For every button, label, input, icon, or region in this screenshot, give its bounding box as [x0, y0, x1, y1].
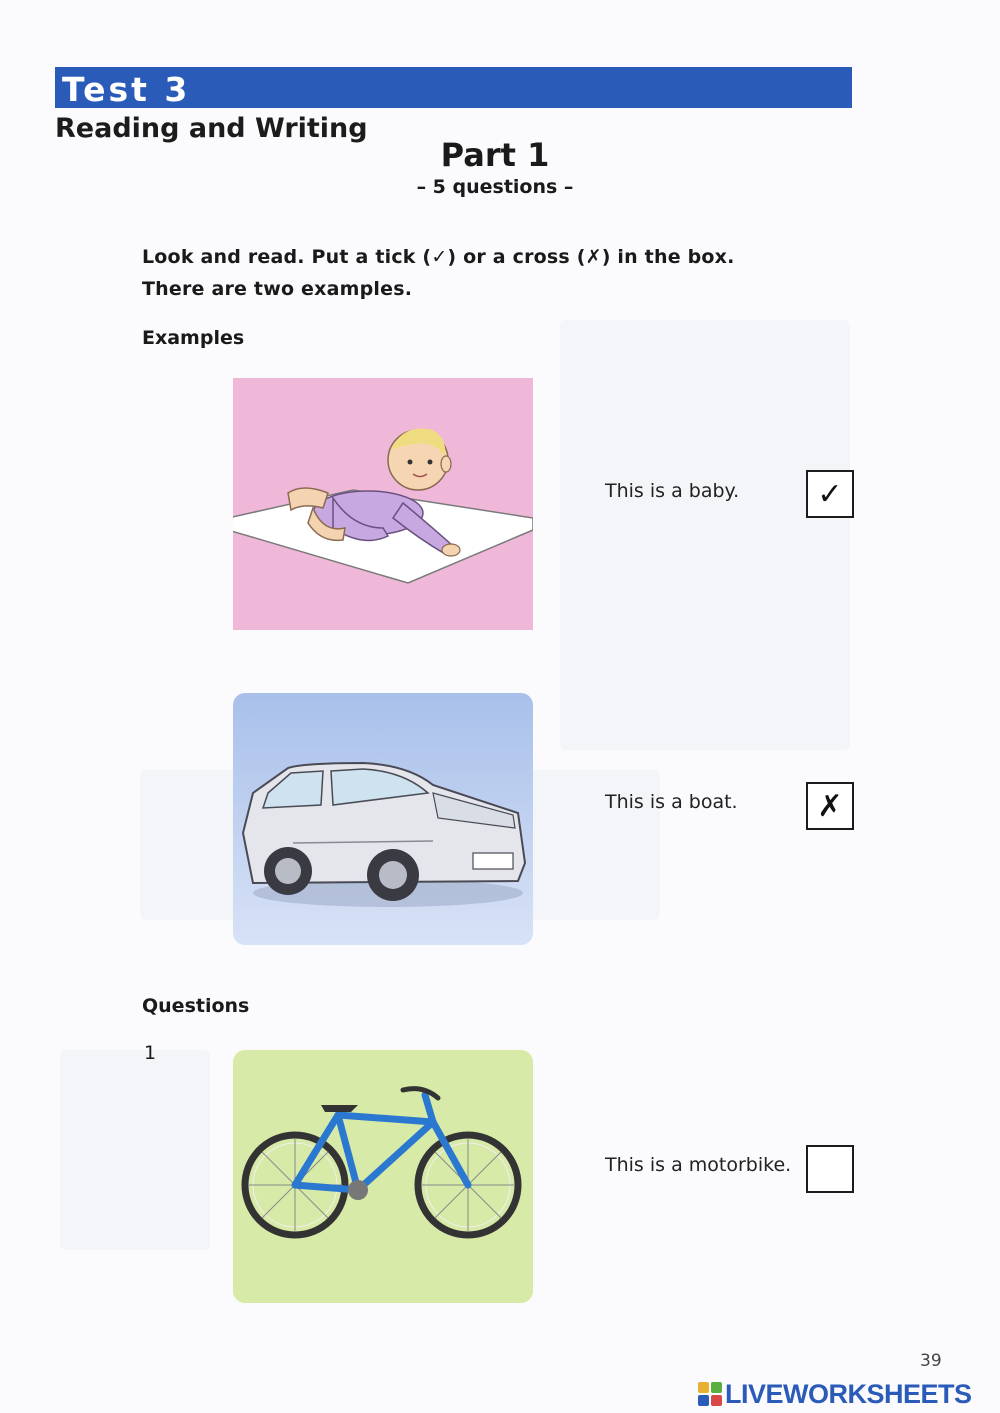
- question-sentence-1: This is a motorbike.: [605, 1154, 792, 1176]
- bleed-through-shape: [60, 1050, 210, 1250]
- example-sentence-1: This is a baby.: [605, 480, 740, 502]
- car-illustration: [233, 693, 533, 945]
- brand-name: LIVEWORKSHEETS: [725, 1378, 972, 1409]
- part-title: Part 1: [440, 136, 550, 174]
- baby-picture: [233, 378, 533, 630]
- answer-box-question-1[interactable]: [806, 1145, 854, 1193]
- bleed-through-shape: [560, 320, 850, 750]
- answer-box-example-2: ✗: [806, 782, 854, 830]
- bicycle-illustration: [233, 1050, 533, 1303]
- bicycle-picture: [233, 1050, 533, 1303]
- baby-illustration: [233, 378, 533, 630]
- test-label: Test 3: [62, 70, 191, 109]
- instruction-line-1: Look and read. Put a tick (✓) or a cross (✗) in the box.: [142, 246, 735, 268]
- example-sentence-2: This is a boat.: [605, 791, 738, 813]
- section-title: Reading and Writing: [55, 113, 368, 144]
- liveworksheets-logo-icon: [697, 1381, 723, 1407]
- page-number: 39: [920, 1351, 942, 1371]
- questions-heading: Questions: [142, 995, 250, 1017]
- part-subtitle: – 5 questions –: [416, 176, 574, 198]
- test-banner: [55, 67, 852, 108]
- examples-heading: Examples: [142, 327, 245, 349]
- brand-watermark: [697, 1380, 972, 1408]
- answer-box-example-1: ✓: [806, 470, 854, 518]
- instruction-line-2: There are two examples.: [142, 278, 413, 300]
- car-picture: [233, 693, 533, 945]
- question-number-1: 1: [144, 1042, 157, 1064]
